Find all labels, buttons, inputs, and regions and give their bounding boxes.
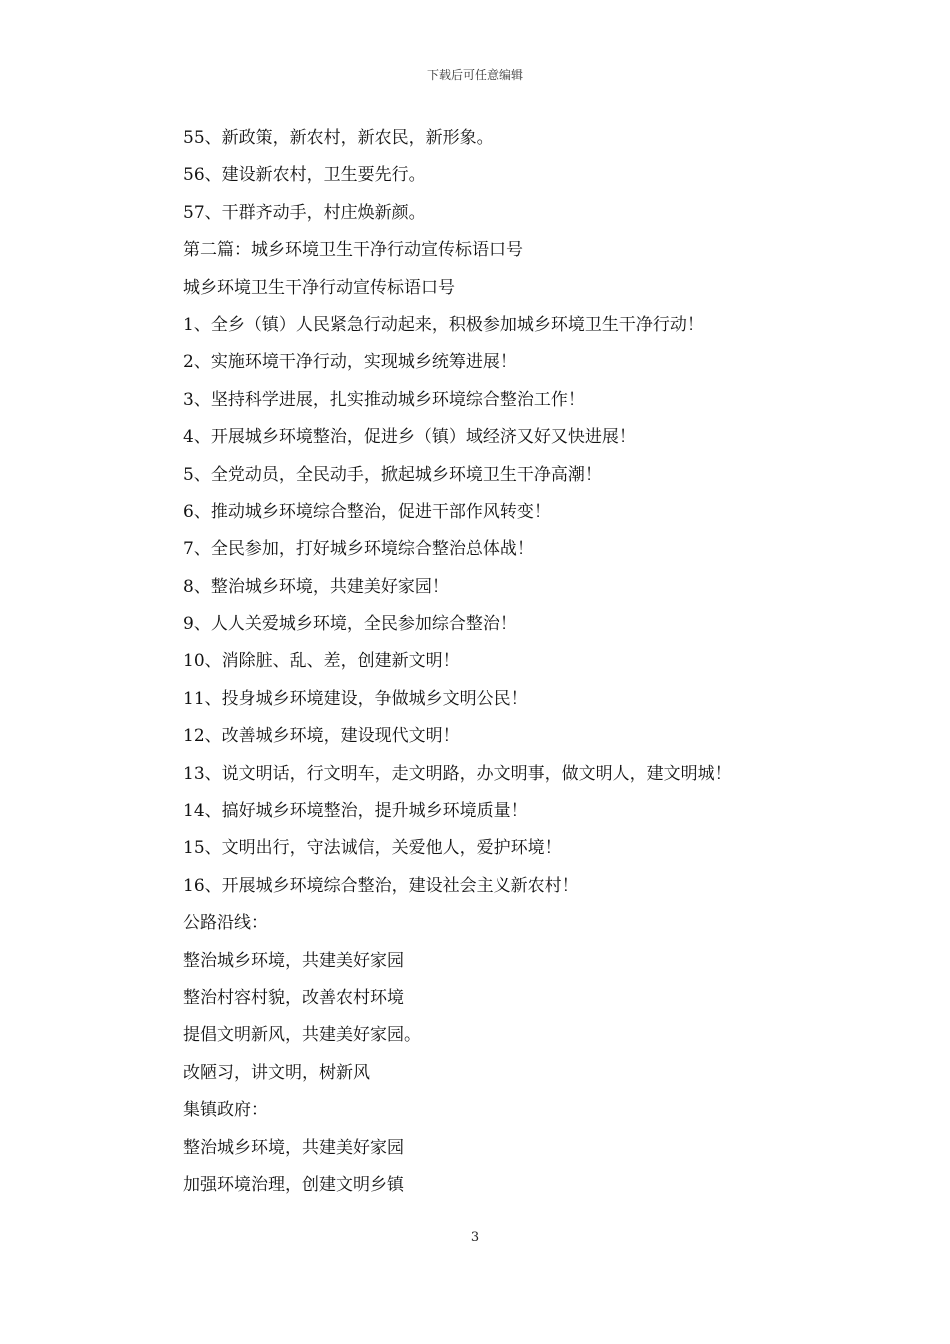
- text-line: 8、整治城乡环境，共建美好家园！: [183, 576, 449, 597]
- text-line: 56、建设新农村，卫生要先行。: [183, 165, 426, 186]
- text-line: 10、消除脏、乱、差，创建新文明！: [183, 651, 460, 672]
- text-line: 6、推动城乡环境综合整治，促进干部作风转变！: [183, 501, 551, 522]
- text-line: 3、坚持科学进展，扎实推动城乡环境综合整治工作！: [183, 389, 585, 410]
- text-line: 12、改善城乡环境，建设现代文明！: [183, 726, 460, 747]
- section-subtitle: 城乡环境卫生干净行动宣传标语口号: [183, 277, 455, 298]
- text-line: 2、实施环境干净行动，实现城乡统筹进展！: [183, 352, 517, 373]
- text-line: 15、文明出行，守法诚信，关爱他人，爱护环境！: [183, 838, 562, 859]
- text-line: 整治城乡环境，共建美好家园: [183, 1137, 404, 1158]
- section-heading: 第二篇：城乡环境卫生干净行动宣传标语口号: [183, 240, 523, 261]
- category-label: 集镇政府：: [183, 1100, 268, 1121]
- text-line: 16、开展城乡环境综合整治，建设社会主义新农村！: [183, 875, 579, 896]
- text-line: 14、搞好城乡环境整治，提升城乡环境质量！: [183, 801, 528, 822]
- text-line: 13、说文明话，行文明车，走文明路，办文明事，做文明人，建文明城！: [183, 763, 732, 784]
- page-number: 3: [470, 1230, 480, 1245]
- text-line: 整治村容村貌，改善农村环境: [183, 987, 404, 1008]
- text-line: 1、全乡（镇）人民紧急行动起来，积极参加城乡环境卫生干净行动！: [183, 314, 704, 335]
- document-body: [183, 120, 823, 1204]
- category-label: 公路沿线：: [183, 913, 268, 934]
- page-header: 下载后可任意编辑: [426, 68, 523, 82]
- text-line: 57、干群齐动手，村庄焕新颜。: [183, 202, 426, 223]
- text-line: 55、新政策，新农村，新农民，新形象。: [183, 128, 494, 148]
- text-line: 加强环境治理，创建文明乡镇: [183, 1174, 404, 1195]
- text-line: 5、全党动员，全民动手，掀起城乡环境卫生干净高潮！: [183, 464, 602, 485]
- text-line: 4、开展城乡环境整治，促进乡（镇）域经济又好又快进展！: [183, 427, 636, 448]
- text-line: 整治城乡环境，共建美好家园: [183, 950, 404, 971]
- text-line: 9、人人关爱城乡环境，全民参加综合整治！: [183, 614, 517, 635]
- text-line: 11、投身城乡环境建设，争做城乡文明公民！: [183, 688, 528, 709]
- text-line: 改陋习，讲文明，树新风: [183, 1062, 370, 1083]
- text-line: 7、全民参加，打好城乡环境综合整治总体战！: [183, 539, 534, 560]
- text-line: 提倡文明新风，共建美好家园。: [183, 1025, 421, 1046]
